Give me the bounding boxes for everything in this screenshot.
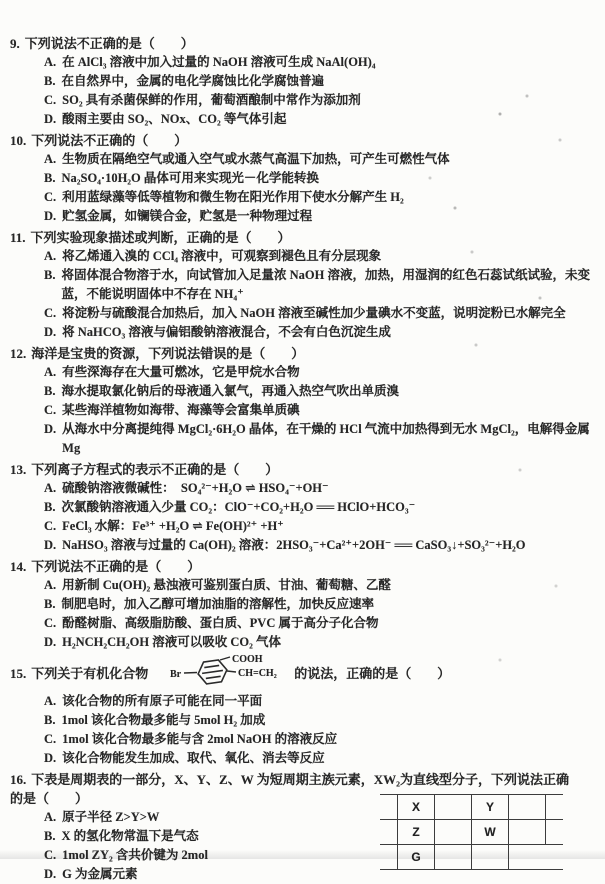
option-label: D. xyxy=(44,112,57,126)
option-label: D. xyxy=(44,867,57,881)
option-row xyxy=(10,730,593,749)
table-extension-cell xyxy=(380,820,398,845)
option-text: 次氯酸钠溶液通入少量 CO₂：ClO⁻+CO₂+H₂O ══ HClO+HCO₃⁻ xyxy=(61,500,416,514)
option-text: 海水提取氯化钠后的母液通入氯气，再通入热空气吹出单质溴 xyxy=(61,384,399,398)
question-9-stem xyxy=(10,34,593,53)
table-cell-g: G xyxy=(398,845,435,870)
option-text: 酸雨主要由 SO₂、NOx、CO₂ 等气体引起 xyxy=(62,112,287,126)
question-stem-suffix: 的说法，正确的是（ ） xyxy=(294,665,451,681)
periodic-table-row xyxy=(380,820,563,845)
option-label: C. xyxy=(44,306,57,320)
benzene-ring-icon xyxy=(150,654,292,692)
question-stem-text: 下列说法不正确的（ ） xyxy=(31,133,188,148)
option-text: NaHSO₃ 溶液与过量的 Ca(OH)₂ 溶液：2HSO₃⁻+Ca²⁺+2OH⁻ ══ CaSO₃↓+SO₃²⁻+H₂O xyxy=(62,538,526,552)
question-stem-text: 下表是周期表的一部分，X、Y、Z、W 为短周期主族元素，XW₂为直线型分子，下列说法正确的是（ ） xyxy=(10,772,569,806)
option-row xyxy=(10,498,593,517)
option-text: 将淀粉与硫酸混合加热后，加入 NaOH 溶液至碱性加少量碘水不变蓝，说明淀粉已水解完全 xyxy=(62,306,566,320)
option-row xyxy=(10,536,593,555)
option-label: C. xyxy=(44,403,57,417)
option-row xyxy=(10,633,593,652)
question-number: 9. xyxy=(10,36,20,51)
option-text: 从海水中分离提纯得 MgCl₂·6H₂O 晶体，在干燥的 HCl 气流中加热得到无水 MgCl₂，电解得金属 Mg xyxy=(62,422,590,455)
question-13 xyxy=(10,460,593,555)
option-text: 将固体混合物溶于水，向试管加入足量浓 NaOH 溶液，加热，用湿润的红色石蕊试纸试验，未变蓝，不能说明固体中不存在 NH₄⁺ xyxy=(61,268,590,301)
option-text: 某些海洋植物如海带、海藻等会富集单质碘 xyxy=(62,403,300,417)
option-label: B. xyxy=(44,384,56,398)
option-text: 酚醛树脂、高级脂肪酸、蛋白质、PVC 属于高分子化合物 xyxy=(62,616,379,630)
option-label: B. xyxy=(44,713,56,727)
table-cell-empty xyxy=(435,795,472,820)
option-row xyxy=(10,692,593,711)
option-text: 1mol 该化合物最多能与 5mol H₂ 加成 xyxy=(61,713,266,727)
question-14 xyxy=(10,557,593,652)
option-text: 用新制 Cu(OH)₂ 悬浊液可鉴别蛋白质、甘油、葡萄糖、乙醛 xyxy=(62,578,391,592)
question-16 xyxy=(10,770,593,884)
option-row xyxy=(10,53,593,72)
option-row xyxy=(10,517,593,536)
option-row xyxy=(10,420,593,458)
question-number: 11. xyxy=(10,230,26,245)
option-row xyxy=(10,188,593,207)
option-row xyxy=(10,150,593,169)
option-label: D. xyxy=(44,635,57,649)
option-label: C. xyxy=(44,732,57,746)
option-row xyxy=(10,72,593,91)
option-text: 制肥皂时，加入乙醇可增加油脂的溶解性，加快反应速率 xyxy=(61,597,374,611)
option-label: C. xyxy=(44,190,57,204)
option-label: D. xyxy=(44,209,57,223)
table-cell-empty xyxy=(509,820,546,845)
question-number: 10. xyxy=(10,133,27,148)
question-14-stem xyxy=(10,557,593,576)
option-row xyxy=(10,207,593,226)
option-text: H₂NCH₂CH₂OH 溶液可以吸收 CO₂ 气体 xyxy=(62,635,281,649)
option-text: 利用蓝绿藻等低等植物和微生物在阳光作用下使水分解产生 H₂ xyxy=(62,190,404,204)
table-extension-cell xyxy=(509,845,546,870)
question-number: 14. xyxy=(10,559,27,574)
option-row xyxy=(10,749,593,768)
table-cell-z: Z xyxy=(398,820,435,845)
option-label: A. xyxy=(44,249,57,263)
option-row xyxy=(10,247,593,266)
question-stem-text: 海洋是宝贵的资源，下列说法错误的是（ ） xyxy=(31,346,305,361)
option-label: A. xyxy=(44,578,57,592)
option-row xyxy=(10,266,593,304)
table-extension-cell xyxy=(546,795,564,820)
option-text: 将乙烯通入溴的 CCl₄ 溶液中，可观察到褪色且有分层现象 xyxy=(62,249,382,263)
molecule-vinyl-label: CH=CH₂ xyxy=(238,668,277,679)
option-row xyxy=(10,479,593,498)
option-row xyxy=(10,304,593,323)
option-label: B. xyxy=(44,597,56,611)
table-cell-empty xyxy=(435,820,472,845)
question-number: 15. xyxy=(10,665,27,681)
question-9 xyxy=(10,34,593,129)
option-label: D. xyxy=(44,538,57,552)
option-text: 该化合物能发生加成、取代、氧化、消去等反应 xyxy=(62,751,325,765)
table-cell-empty xyxy=(509,795,546,820)
question-number: 16. xyxy=(10,772,27,787)
molecule-br-label: Br xyxy=(170,669,182,680)
question-stem-prefix: 下列关于有机化合物 xyxy=(31,665,149,681)
question-stem-text: 下列离子方程式的表示不正确的是（ ） xyxy=(31,462,279,477)
question-12-stem xyxy=(10,344,593,363)
option-text: 将 NaHCO₃ 溶液与偏铝酸钠溶液混合，不会有白色沉淀生成 xyxy=(62,325,391,339)
option-row xyxy=(10,363,593,382)
question-15 xyxy=(10,654,593,768)
option-text: 生物质在隔绝空气或通入空气或水蒸气高温下加热，可产生可燃性气体 xyxy=(62,152,450,166)
option-row xyxy=(10,595,593,614)
option-label: C. xyxy=(44,519,57,533)
benzene-structure xyxy=(150,654,292,692)
option-text: X 的氢化物常温下是气态 xyxy=(61,829,199,843)
option-text: 硫酸钠溶液微碱性： SO₄²⁻+H₂O ⇌ HSO₄⁻+OH⁻ xyxy=(62,481,329,495)
option-row xyxy=(10,576,593,595)
option-label: A. xyxy=(44,694,57,708)
option-row xyxy=(10,110,593,129)
option-text: 原子半径 Z>Y>W xyxy=(62,810,160,824)
question-15-stem xyxy=(10,654,593,692)
option-label: B. xyxy=(44,500,56,514)
option-label: A. xyxy=(44,810,57,824)
option-text: 有些深海存在大量可燃冰，它是甲烷水合物 xyxy=(62,365,300,379)
option-label: B. xyxy=(44,171,56,185)
table-cell-empty xyxy=(435,845,472,870)
table-extension-cell xyxy=(380,795,398,820)
molecule-cooh-label: COOH xyxy=(232,654,263,665)
option-row xyxy=(10,169,593,188)
table-extension-cell xyxy=(380,845,398,870)
option-text: 该化合物的所有原子可能在同一平面 xyxy=(62,694,263,708)
option-label: C. xyxy=(44,616,57,630)
option-label: B. xyxy=(44,829,56,843)
question-number: 13. xyxy=(10,462,27,477)
option-label: C. xyxy=(44,93,57,107)
option-row xyxy=(10,401,593,420)
question-10-stem xyxy=(10,131,593,150)
question-11 xyxy=(10,228,593,342)
option-text: 在自然界中，金属的电化学腐蚀比化学腐蚀普遍 xyxy=(61,74,324,88)
option-row xyxy=(10,382,593,401)
question-13-stem xyxy=(10,460,593,479)
table-cell-w: W xyxy=(472,820,509,845)
option-text: SO₂ 具有杀菌保鲜的作用，葡萄酒酿制中常作为添加剂 xyxy=(62,93,361,107)
option-label: D. xyxy=(44,325,57,339)
option-text: 贮氢金属，如镧镁合金，贮氢是一种物理过程 xyxy=(62,209,313,223)
option-label: B. xyxy=(44,74,56,88)
option-label: A. xyxy=(44,365,57,379)
option-row xyxy=(10,614,593,633)
option-text: 在 AlCl₃ 溶液中加入过量的 NaOH 溶液可生成 NaAl(OH)₄ xyxy=(62,55,376,69)
option-text: FeCl₃ 水解：Fe³⁺ +H₂O ⇌ Fe(OH)²⁺ +H⁺ xyxy=(62,519,284,533)
table-cell-empty xyxy=(472,845,509,870)
option-label: A. xyxy=(44,152,57,166)
option-text: G 为金属元素 xyxy=(62,867,138,881)
option-label: D. xyxy=(44,422,57,436)
question-10 xyxy=(10,131,593,226)
option-text: 1mol 该化合物最多能与含 2mol NaOH 的溶液反应 xyxy=(62,732,338,746)
option-label: B. xyxy=(44,268,56,282)
option-row xyxy=(10,91,593,110)
table-extension-cell xyxy=(546,820,564,845)
option-label: A. xyxy=(44,55,57,69)
question-stem-text: 下列说法不正确的是（ ） xyxy=(24,36,194,51)
option-row xyxy=(10,711,593,730)
question-stem-text: 下列实验现象描述或判断，正确的是（ ） xyxy=(30,230,291,245)
question-stem-text: 下列说法不正确的是（ ） xyxy=(31,559,201,574)
option-label: C. xyxy=(44,848,57,862)
periodic-table-row xyxy=(380,845,563,870)
option-label: D. xyxy=(44,751,57,765)
option-text: 1mol ZY₂ 含共价键为 2mol xyxy=(62,848,208,862)
table-extension-cell xyxy=(546,845,564,870)
option-text: Na₂SO₄·10H₂O 晶体可用来实现光－化学能转换 xyxy=(61,171,319,185)
option-label: A. xyxy=(44,481,57,495)
question-11-stem xyxy=(10,228,593,247)
question-number: 12. xyxy=(10,346,27,361)
table-cell-y: Y xyxy=(472,795,509,820)
table-cell-x: X xyxy=(398,795,435,820)
option-row xyxy=(10,323,593,342)
periodic-table-row xyxy=(380,795,563,820)
question-12 xyxy=(10,344,593,458)
